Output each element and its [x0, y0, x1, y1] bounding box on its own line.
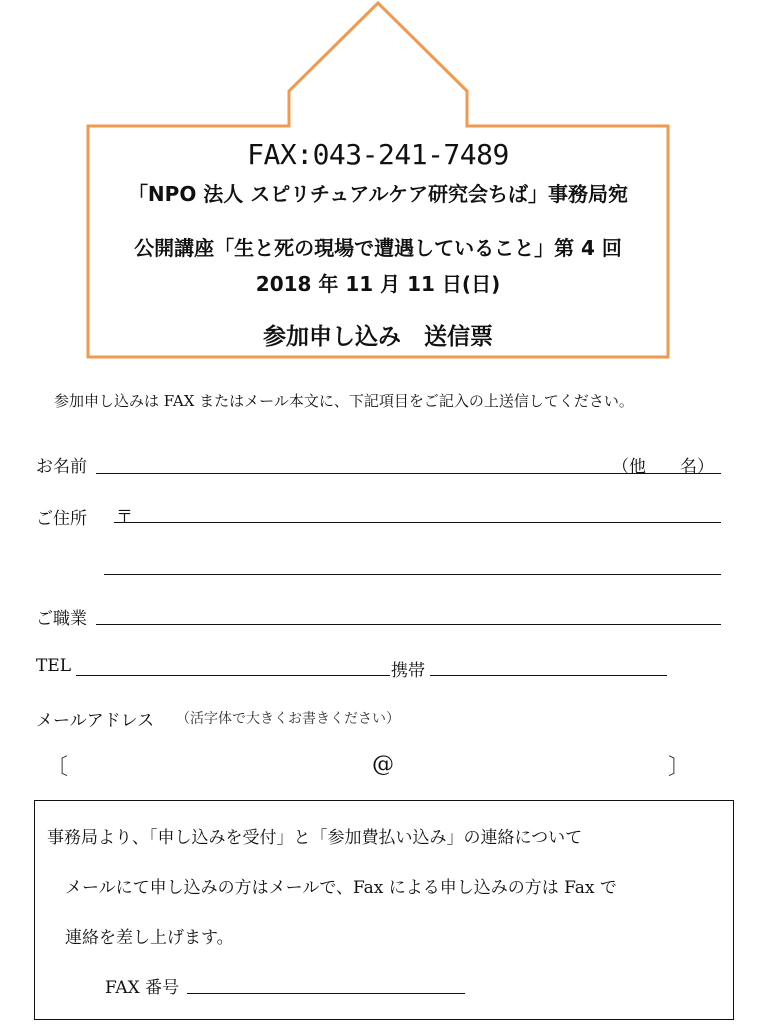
email-label: メールアドレス — [36, 711, 155, 731]
address-field-2[interactable] — [104, 574, 721, 575]
companion-count: （他 名） — [612, 457, 714, 477]
tel-label: TEL — [36, 656, 72, 676]
email-at-sign: @ — [372, 752, 394, 777]
address-label: ご住所 — [36, 509, 87, 529]
event-date: 2018 年 11 月 11 日(日) — [255, 272, 501, 296]
mobile-field[interactable] — [430, 675, 667, 676]
mobile-label: 携帯 — [391, 661, 425, 681]
notice-line-3: 連絡を差し上げます。 — [65, 928, 234, 948]
fax-number-label: FAX 番号 — [105, 978, 180, 998]
email-bracket-close: 〕 — [668, 755, 691, 780]
email-bracket-open: 〔 — [46, 755, 69, 780]
sheet-title: 参加申し込み 送信票 — [263, 324, 493, 350]
arrow-cover — [291, 124, 466, 128]
email-note: （活字体で大きくお書きください） — [176, 711, 400, 727]
postal-mark: 〒 — [116, 507, 133, 527]
fax-number-heading: FAX:043-241-7489 — [247, 138, 509, 171]
notice-box — [34, 800, 734, 1020]
email-field[interactable] — [70, 752, 666, 782]
name-label: お名前 — [36, 457, 87, 477]
tel-field[interactable] — [76, 675, 390, 676]
notice-line-2: メールにて申し込みの方はメールで、Fax による申し込みの方は Fax で — [65, 878, 617, 898]
instruction-text: 参加申し込みは FAX またはメール本文に、下記項目をご記入の上送信してください。 — [54, 392, 634, 410]
fax-number-field[interactable] — [187, 993, 465, 994]
address-field-1[interactable] — [114, 522, 721, 523]
lecture-title: 公開講座「生と死の現場で遭遇していること」第 4 回 — [134, 236, 622, 260]
notice-line-1: 事務局より、「申し込みを受付」と「参加費払い込み」の連絡について — [47, 828, 583, 848]
recipient-org: 「NPO 法人 スピリチュアルケア研究会ちば」事務局宛 — [127, 182, 629, 206]
occupation-label: ご職業 — [36, 609, 87, 629]
occupation-field[interactable] — [96, 624, 721, 625]
